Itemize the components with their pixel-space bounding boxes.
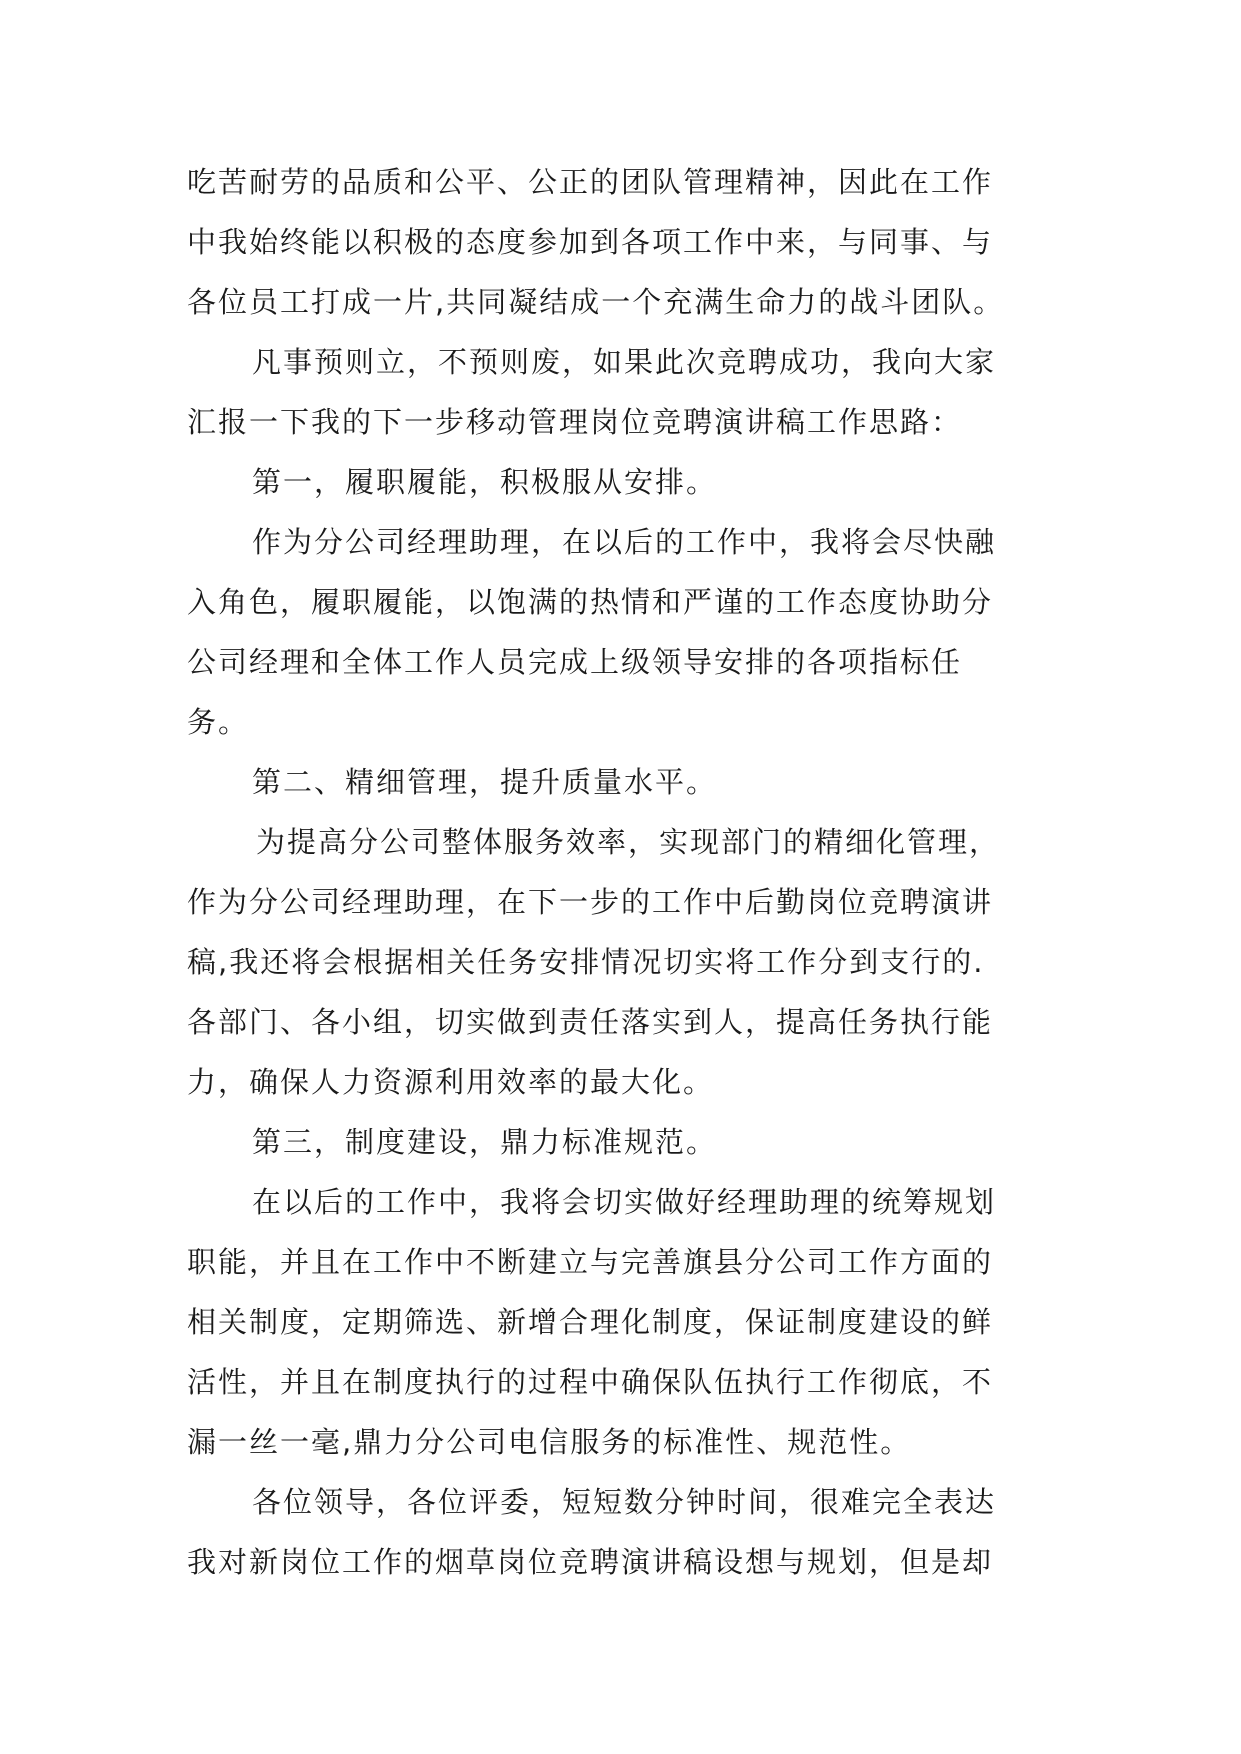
- text-line: 职能，并且在工作中不断建立与完善旗县分公司工作方面的: [187, 1245, 994, 1279]
- text-line: 务。: [187, 705, 250, 739]
- text-line: 第二、精细管理，提升质量水平。: [252, 765, 718, 799]
- text-line: 公司经理和全体工作人员完成上级领导安排的各项指标任: [187, 645, 963, 679]
- text-line: 第一，履职履能，积极服从安排。: [252, 465, 718, 499]
- text-line: 各位领导，各位评委，短短数分钟时间，很难完全表达: [252, 1485, 997, 1519]
- text-line: 各部门、各小组，切实做到责任落实到人，提高任务执行能: [187, 1005, 994, 1039]
- text-line: 入角色，履职履能，以饱满的热情和严谨的工作态度协助分: [187, 585, 994, 619]
- text-line: 各位员工打成一片,共同凝结成一个充满生命力的战斗团队。: [187, 285, 1005, 319]
- text-line: 漏一丝一毫,鼎力分公司电信服务的标准性、规范性。: [187, 1425, 912, 1459]
- text-line: 第三，制度建设，鼎力标准规范。: [252, 1125, 718, 1159]
- text-line: 为提高分公司整体服务效率，实现部门的精细化管理，: [256, 825, 1001, 859]
- text-line: 汇报一下我的下一步移动管理岗位竞聘演讲稿工作思路：: [187, 405, 963, 439]
- text-line: 吃苦耐劳的品质和公平、公正的团队管理精神，因此在工作: [187, 165, 994, 199]
- text-line: 我对新岗位工作的烟草岗位竞聘演讲稿设想与规划，但是却: [187, 1545, 994, 1579]
- text-line: 凡事预则立，不预则废，如果此次竞聘成功，我向大家: [252, 345, 997, 379]
- text-line: 相关制度，定期筛选、新增合理化制度，保证制度建设的鲜: [187, 1305, 994, 1339]
- text-line: 稿,我还将会根据相关任务安排情况切实将工作分到支行的.: [187, 945, 985, 979]
- text-line: 力，确保人力资源利用效率的最大化。: [187, 1065, 715, 1099]
- text-line: 活性，并且在制度执行的过程中确保队伍执行工作彻底，不: [187, 1365, 994, 1399]
- text-line: 作为分公司经理助理，在以后的工作中，我将会尽快融: [252, 525, 997, 559]
- text-line: 中我始终能以积极的态度参加到各项工作中来，与同事、与: [187, 225, 994, 259]
- text-line: 在以后的工作中，我将会切实做好经理助理的统筹规划: [252, 1185, 997, 1219]
- text-line: 作为分公司经理助理，在下一步的工作中后勤岗位竞聘演讲: [187, 885, 994, 919]
